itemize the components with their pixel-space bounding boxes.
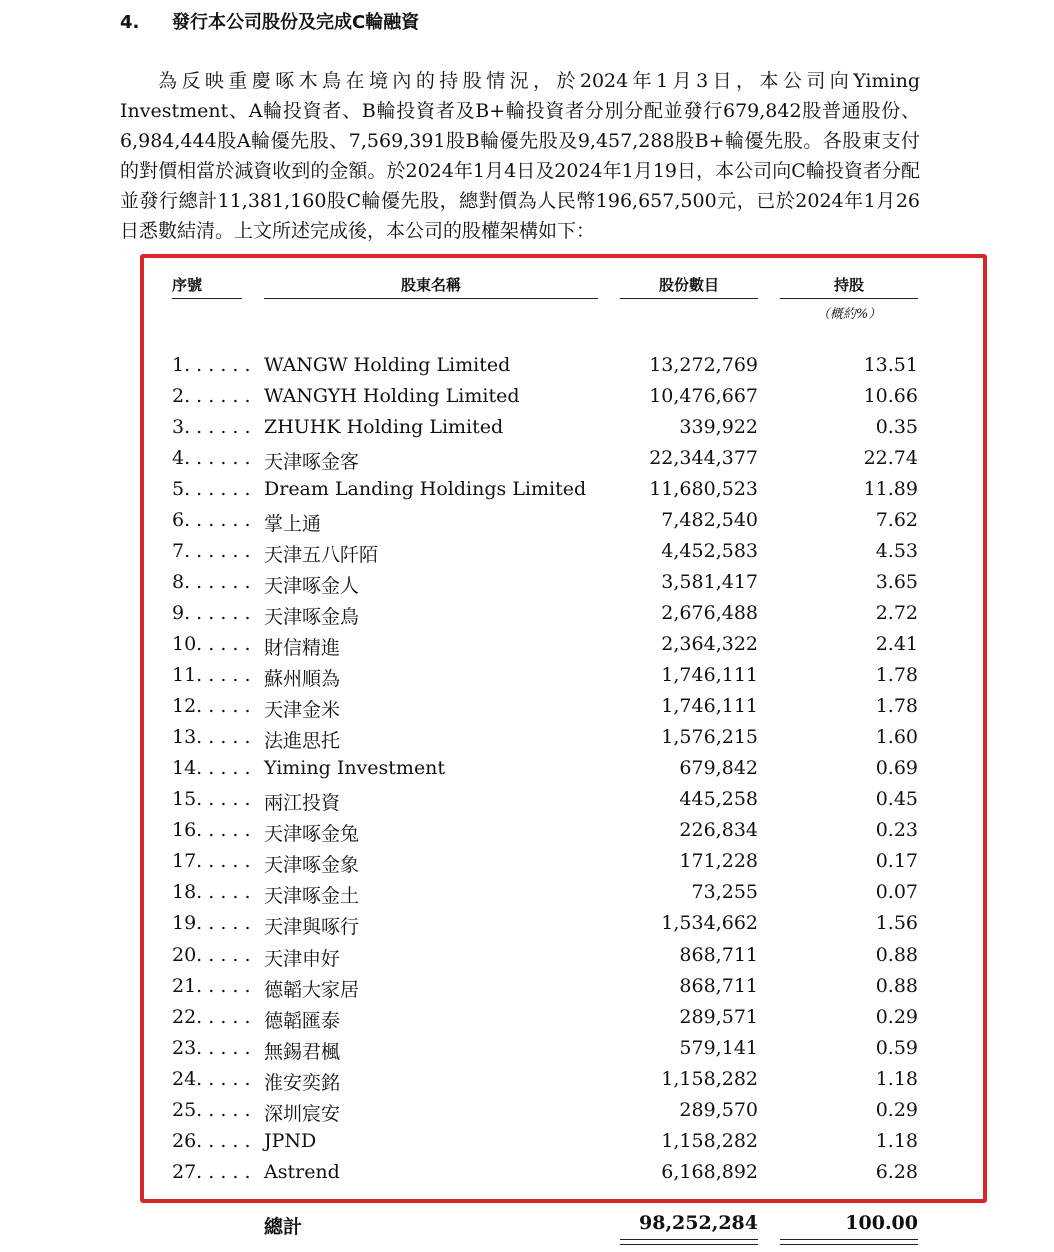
shareholding-percent: 1.78 [875, 664, 918, 686]
row-number: 4. . . . . . [172, 447, 251, 469]
shareholding-percent: 1.60 [875, 726, 918, 748]
total-shares-underline [620, 1239, 758, 1245]
row-number: 17. . . . . [172, 850, 251, 872]
shareholder-name: WANGW Holding Limited [264, 354, 511, 376]
shareholding-percent: 1.78 [875, 695, 918, 717]
row-number: 16. . . . . [172, 819, 251, 841]
table-row [0, 664, 1054, 695]
share-count: 7,482,540 [661, 509, 758, 531]
share-count: 868,711 [679, 975, 758, 997]
row-number: 14. . . . . [172, 757, 251, 779]
row-number: 2. . . . . . [172, 385, 251, 407]
table-row [0, 509, 1054, 540]
section-number: 4. [120, 12, 140, 33]
table-row [0, 1130, 1054, 1161]
shareholder-name: 財信精進 [264, 637, 341, 659]
section-title: 發行本公司股份及完成C輪融資 [172, 12, 420, 33]
share-count: 289,571 [679, 1006, 758, 1028]
pct-unit-note: （概約%） [816, 307, 882, 322]
row-number: 8. . . . . . [172, 571, 251, 593]
row-number: 25. . . . . [172, 1099, 251, 1121]
shareholding-percent: 0.88 [875, 975, 918, 997]
shareholder-name: 無錫君楓 [264, 1041, 341, 1063]
table-row [0, 447, 1054, 478]
shareholding-percent: 6.28 [875, 1161, 918, 1183]
table-row [0, 788, 1054, 819]
row-number: 19. . . . . [172, 912, 251, 934]
shareholding-percent: 0.07 [875, 881, 918, 903]
table-row [0, 912, 1054, 943]
shareholding-percent: 2.72 [875, 602, 918, 624]
shareholder-name: 德韜匯泰 [264, 1010, 341, 1032]
shareholding-percent: 0.59 [875, 1037, 918, 1059]
shareholding-percent: 0.17 [875, 850, 918, 872]
share-count: 4,452,583 [661, 540, 758, 562]
row-number: 7. . . . . . [172, 540, 251, 562]
row-number: 1. . . . . . [172, 354, 251, 376]
shareholder-name: 法進思托 [264, 730, 341, 752]
table-row [0, 1006, 1054, 1037]
intro-paragraph [120, 66, 920, 246]
table-row [0, 881, 1054, 912]
shareholder-name: 德韜大家居 [264, 979, 360, 1001]
share-count: 1,534,662 [661, 912, 758, 934]
share-count: 73,255 [691, 881, 758, 903]
share-count: 226,834 [679, 819, 758, 841]
row-number: 24. . . . . [172, 1068, 251, 1090]
table-row [0, 633, 1054, 664]
shareholding-percent: 1.18 [875, 1068, 918, 1090]
shareholding-percent: 0.29 [875, 1099, 918, 1121]
shareholder-name: 天津申好 [264, 948, 341, 970]
share-count: 339,922 [679, 416, 758, 438]
shareholding-percent: 1.18 [875, 1130, 918, 1152]
row-number: 26. . . . . [172, 1130, 251, 1152]
share-count: 1,158,282 [661, 1068, 758, 1090]
shareholder-name: Astrend [264, 1161, 340, 1183]
shareholder-name: 天津啄金人 [264, 575, 360, 597]
shareholding-percent: 1.56 [875, 912, 918, 934]
shareholding-percent: 7.62 [875, 509, 918, 531]
row-number: 13. . . . . [172, 726, 251, 748]
share-count: 10,476,667 [649, 385, 758, 407]
shareholding-percent: 0.29 [875, 1006, 918, 1028]
share-count: 579,141 [679, 1037, 758, 1059]
row-number: 3. . . . . . [172, 416, 251, 438]
shareholder-name: Yiming Investment [264, 757, 446, 779]
shareholder-name: 天津啄金客 [264, 451, 360, 473]
header-no: 序號 [172, 274, 242, 299]
shareholding-percent: 0.69 [875, 757, 918, 779]
row-number: 10. . . . . [172, 633, 251, 655]
header-name: 股東名稱 [264, 274, 598, 299]
table-row [0, 726, 1054, 757]
shareholder-table [0, 354, 1054, 1192]
shareholder-name: 天津五八阡陌 [264, 544, 379, 566]
row-number: 20. . . . . [172, 944, 251, 966]
table-row [0, 602, 1054, 633]
total-label: 總計 [264, 1216, 303, 1238]
share-count: 289,570 [679, 1099, 758, 1121]
row-number: 15. . . . . [172, 788, 251, 810]
share-count: 11,680,523 [649, 478, 758, 500]
share-count: 22,344,377 [649, 447, 758, 469]
share-count: 171,228 [679, 850, 758, 872]
shareholding-percent: 0.88 [875, 944, 918, 966]
total-shares: 98,252,284 [639, 1212, 758, 1234]
row-number: 23. . . . . [172, 1037, 251, 1059]
shareholder-name: 天津啄金鳥 [264, 606, 360, 628]
row-number: 6. . . . . . [172, 509, 251, 531]
total-pct: 100.00 [845, 1212, 918, 1234]
share-count: 1,158,282 [661, 1130, 758, 1152]
share-count: 1,576,215 [661, 726, 758, 748]
table-row [0, 944, 1054, 975]
table-row [0, 1161, 1054, 1192]
shareholding-percent: 4.53 [875, 540, 918, 562]
share-count: 868,711 [679, 944, 758, 966]
shareholding-percent: 11.89 [863, 478, 918, 500]
shareholder-name: 深圳宸安 [264, 1103, 341, 1125]
table-row [0, 385, 1054, 416]
share-count: 2,364,322 [661, 633, 758, 655]
shareholder-name: Dream Landing Holdings Limited [264, 478, 587, 500]
table-row [0, 1068, 1054, 1099]
shareholder-name: ZHUHK Holding Limited [264, 416, 504, 438]
table-row [0, 850, 1054, 881]
share-count: 6,168,892 [661, 1161, 758, 1183]
share-count: 445,258 [679, 788, 758, 810]
shareholding-percent: 22.74 [863, 447, 918, 469]
shareholder-name: 淮安奕銘 [264, 1072, 341, 1094]
table-row [0, 975, 1054, 1006]
shareholder-name: JPND [264, 1130, 317, 1152]
row-number: 5. . . . . . [172, 478, 251, 500]
share-count: 679,842 [679, 757, 758, 779]
shareholder-name: 兩江投資 [264, 792, 341, 814]
shareholder-name: 掌上通 [264, 513, 322, 535]
header-pct: 持股 [780, 274, 918, 299]
share-count: 2,676,488 [661, 602, 758, 624]
shareholder-name: 天津金米 [264, 699, 341, 721]
row-number: 22. . . . . [172, 1006, 251, 1028]
table-row [0, 1099, 1054, 1130]
shareholder-name: 天津啄金兔 [264, 823, 360, 845]
table-row [0, 819, 1054, 850]
row-number: 27. . . . . [172, 1161, 251, 1183]
shareholder-name: 天津啄金象 [264, 854, 360, 876]
header-shares: 股份數目 [620, 274, 758, 299]
share-count: 1,746,111 [661, 695, 758, 717]
shareholding-percent: 0.23 [875, 819, 918, 841]
shareholding-percent: 13.51 [863, 354, 918, 376]
shareholding-percent: 0.35 [875, 416, 918, 438]
shareholding-percent: 2.41 [875, 633, 918, 655]
table-row [0, 757, 1054, 788]
shareholding-percent: 3.65 [875, 571, 918, 593]
table-row [0, 354, 1054, 385]
section-heading [120, 8, 419, 34]
shareholding-percent: 0.45 [875, 788, 918, 810]
total-pct-underline [780, 1239, 918, 1245]
share-count: 1,746,111 [661, 664, 758, 686]
shareholder-name: 蘇州順為 [264, 668, 341, 690]
row-number: 18. . . . . [172, 881, 251, 903]
shareholder-name: 天津與啄行 [264, 916, 360, 938]
share-count: 13,272,769 [649, 354, 758, 376]
row-number: 11. . . . . [172, 664, 251, 686]
paragraph-text: 為反映重慶啄木鳥在境內的持股情況，於2024年1月3日，本公司向Yiming Investment、A輪投資者、B輪投資者及B+輪投資者分別分配並發行679,842股普通股份、6,984,444股A輪優先股、7,569,391股B輪優先股及9,457,288股B+輪優先股。各股東支付的對價相當於減資收到的金額。於2024年1月4日及2024年1月19日，本公司向C輪投資者分配並發行總計11,381,160股C輪優先股，總對價為人民幣196,657,500元，已於2024年1月26日悉數結清。上文所述完成後，本公司的股權架構如下： [120, 70, 920, 242]
table-row [0, 695, 1054, 726]
row-number: 9. . . . . . [172, 602, 251, 624]
shareholder-name: 天津啄金土 [264, 885, 360, 907]
table-row [0, 1037, 1054, 1068]
share-count: 3,581,417 [661, 571, 758, 593]
row-number: 12. . . . . [172, 695, 251, 717]
table-row [0, 416, 1054, 447]
row-number: 21. . . . . [172, 975, 251, 997]
shareholding-percent: 10.66 [863, 385, 918, 407]
shareholder-name: WANGYH Holding Limited [264, 385, 520, 407]
table-row [0, 540, 1054, 571]
table-row [0, 478, 1054, 509]
table-row [0, 571, 1054, 602]
